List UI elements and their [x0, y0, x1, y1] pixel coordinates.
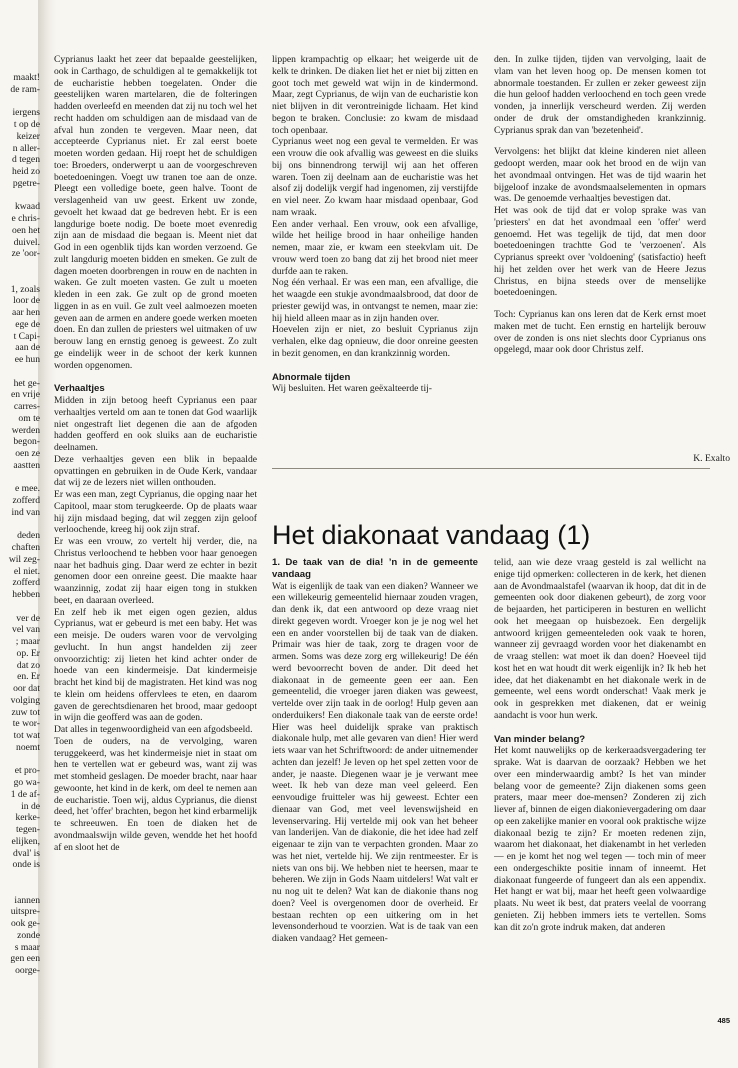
- previous-page-line: zofferd: [12, 495, 40, 506]
- previous-page-line: oorge-: [15, 965, 40, 976]
- paragraph: Het was ook de tijd dat er volop sprake was van 'priesters' en dat het avondmaal een 'offer' werd genoemd. Het was tegelijk de tijd, dat men door boetedoeningen trachtte God te 'verzoenen'. Als Cyprianus spreekt over 'voldoening' (satisfactio) heeft hij het zelden over het werk van de Heere Jezus Christus, en bijna steeds over de menselijke boetedoeningen.: [494, 205, 706, 299]
- page-number: 485: [717, 1016, 730, 1025]
- previous-page-line: zofferd: [12, 577, 40, 589]
- previous-page-line: maakt!: [13, 72, 40, 83]
- previous-page-line: dval' is: [12, 847, 40, 859]
- previous-page-line: heid zo: [12, 166, 40, 177]
- previous-page-line: oen het: [12, 224, 40, 236]
- paragraph: En zelf heb ik met eigen ogen gezien, aldus Cyprianus, wat er gebeurd is met een baby. Het was een meisje. De ouders waren voor de vervolging gevlucht. In hun angst handelden zij zeer onvoorzichtig: zij lieten het kind achter onder de hoede van een kindermeisje. Dat kindermeisje bracht het kind bij de magistraten. Het kind was nog te klein om heidens offervlees te eten, en daarom gaven de gerechtsdienaren het brood, maar gedoopt in wijn die geofferd was aan de goden.: [54, 606, 257, 724]
- previous-page-line: ege de: [15, 318, 40, 330]
- section-heading-van-minder-belang: Van minder belang?: [494, 733, 586, 745]
- previous-page-line: oor dat: [13, 683, 40, 694]
- previous-page-line: ee hun: [14, 354, 40, 365]
- previous-page-line: hebben: [12, 589, 40, 600]
- previous-page-line: en vrije: [10, 389, 40, 401]
- paragraph: lippen krampachtig op elkaar; het weigerde uit de kelk te drinken. De diaken liet het er niet bij zitten en goot toch met geweld wat wijn in de kindermond. Maar, zegt Cyprianus, de wijn van de eucharistie kon niet blijven in dit verontreinigde lichaam. Het kind begon te braken. Conclusie: zo kwam de misdaad toch openbaar.: [272, 54, 478, 136]
- previous-page-line: t Capi-: [13, 330, 40, 342]
- paragraph: den. In zulke tijden, tijden van vervolging, laait de vlam van het leven hoog op. De mensen komen tot abnormale toestanden. Er zullen er zeker geweest zijn die hun geloof hadden verloochend en toch geen vrede vonden, ja innerlijk verscheurd werden. Zij werden onder de druk der omstandigheden krankzinnig. Cyprianus sprak dan van 'bezetenheid'.: [494, 54, 706, 136]
- previous-page-line: werden: [11, 424, 40, 436]
- paragraph: Wij besluiten. Het waren geëxalteerde tij-: [272, 383, 432, 395]
- previous-page-line: ver de: [16, 612, 40, 624]
- paragraph: Deze verhaaltjes geven een blik in bepaalde opvattingen en gebruiken in de Oude Kerk, vandaar dat wij ze de lezers niet willen onthouden.: [54, 453, 257, 489]
- paragraph: Toch: Cyprianus kan ons leren dat de Kerk ernst moet maken met de tucht. Een ernstig en hartelijk berouw over de zonden is ons niet slechts door Cyprianus ons opgelegd, maar ook door Christus zelf.: [494, 309, 706, 356]
- previous-page-line: in de: [21, 800, 40, 812]
- article1-signature: K. Exalto: [693, 453, 730, 464]
- article2-col2-body: [494, 557, 706, 722]
- paragraph: Midden in zijn betoog heeft Cyprianus een paar verhaaltjes verteld om aan te tonen dat God waarlijk niet ongestraft liet degenen die aan de afgoden hadden geofferd en ook sluiks aan de eucharistie deelnamen.: [54, 395, 257, 453]
- previous-page-line: ind van: [11, 506, 40, 518]
- previous-page-line: te wor-: [12, 718, 40, 730]
- previous-page-line: e mee.: [14, 483, 40, 495]
- previous-page-line: [0, 519, 40, 531]
- article2-col1-body: [272, 581, 478, 945]
- previous-page-line: noemt: [16, 741, 40, 753]
- previous-page-line: chaften: [11, 542, 40, 553]
- previous-page-line: iannen: [14, 894, 40, 906]
- previous-page-line: gen een: [10, 953, 40, 965]
- previous-page-line: kerke-: [15, 812, 40, 824]
- previous-page-line: ze 'oor-: [11, 248, 40, 260]
- previous-page-line: pgetre-: [12, 177, 40, 189]
- article1-col3-body: [494, 54, 706, 356]
- paragraph-gap: [494, 299, 706, 309]
- previous-page-line: volging: [10, 694, 40, 706]
- article2-column-2: [494, 557, 706, 1012]
- article1-col1-paragraph: Cyprianus laakt het zeer dat bepaalde geestelijken, ook in Carthago, de schuldigen al te gemakkelijk tot de eucharistie hebben toegelaten. Onder die geestelijken waren martelaren, die de folteringen hadden overleefd en meenden dat zij nu toch wel het recht hadden om schuldigen aan de misdaad van de afval hun zonden te vergeven. Maar neen, dat accepteerde Cyprianus niet. Er zal eerst boete moeten worden gedaan. Hij roept het de schuldigen toe: Broeders, onderwerpt u aan de voorgeschreven boetedoeningen. Voegt uw tranen toe aan de onze. Pleegt een volledige boete, geen halve. Toont de verslagenheid van uw geest. Erkent uw zonde, gevoelt het kwaad dat ge bedreven hebt. Er is een langdurige boete nodig. De boete moet evenredig zijn aan de misdaad die begaan is. Meent niet dat God in een ogenblik tijds kan worden verzoend. Ge zult langdurig moeten bidden en smeken. Ge zult de dagen moeten doorbrengen in rouw en de nachten in waken. Ge zult moeten vasten. Ge zult u moeten kleden in een zak. Ge zult op de grond moeten liggen in as en vuil. Ge zult veel aalmoezen moeten geven aan de armen en andere goede werken moeten doen. En dan zullen de priesters wel uitmaken of uw berouw lang en ernstig genoeg is geweest. Zo zult ge eindelijk weer in de schoot der kerk kunnen worden opgenomen.: [54, 54, 257, 371]
- section-heading-abnormale-tijden: Abnormale tijden: [272, 371, 351, 383]
- previous-page-line: aan de: [15, 342, 40, 354]
- previous-page-line: [0, 601, 40, 613]
- previous-page-line: carres-: [13, 401, 40, 412]
- paragraph: Dat alles in tegenwoordigheid van een afgodsbeeld.: [54, 724, 253, 735]
- previous-page-line: wil zeg-: [8, 553, 40, 565]
- previous-page-line: et pro-: [14, 765, 40, 777]
- previous-page-line: [0, 272, 40, 284]
- previous-page-line: deden: [17, 530, 40, 542]
- previous-page-line: keizer: [16, 130, 40, 142]
- previous-page-line: tegen-: [16, 824, 40, 835]
- paragraph: Het komt nauwelijks op de kerkeraadsvergadering ter sprake. Wat is daarvan de oorzaak? Hebben we het over een minderwaardig ambt? Is het van minder belang voor de gemeente? Zijn diakenen soms geen praters, maar meer doe-mensen? Zonderen zij zich liever af, binnen de eigen diakonievergadering om daar op een zakelijke manier en vooral ook praktische wijze diakonaal bezig te zijn? Er moeten redenen zijn, waarom het diakonaat, het diakenambt in het verleden — en je komt het nog wel tegen — toch min of meer een ondergeschikte positie innam of inneemt. Het diakonaat fungeerde of fungeert dan als een appendix. Het hangt er wat bij, maar het heeft geen volwaardige plaats. Nu weet ik best, dat praters veelal de voorrang genieten. Zij hebben immers iets te vertellen. Soms kan dit zo'n grote indruk maken, dat anderen: [494, 745, 706, 933]
- previous-page-line: aastten: [13, 459, 40, 471]
- paragraph: telid, aan wie deze vraag gesteld is zal wellicht na enige tijd opmerken: collecteren in de kerk, het dienen aan de Avondmaalstafel (waarvan ik hoop, dat dit in de gemeenten ook door diakenen gebeurt), de zorg voor de bejaarden, het participeren in besturen en wellicht ook het meegaan op huisbezoek. Een dergelijk antwoord krijgen gemeenteleden ook vaak te horen, wanneer zij gevraagd worden voor het diakenambt en de vraag stellen: wat moet ik dan doen? Hoeveel tijd kost het en wat houdt dit werk eigenlijk in? Ik heb het idee, dat het diakenambt en het diakonale werk in de gemeente, wel eens wordt onderschat! Vaak merk je ook in gesprekken met diakenen, dat er weinig aandacht is voor hun werk.: [494, 557, 706, 721]
- previous-page-line: [0, 754, 40, 766]
- previous-page-line: [0, 190, 40, 202]
- previous-page-line: [0, 883, 40, 895]
- paragraph-gap: [494, 136, 706, 146]
- article-divider-rule: [272, 468, 710, 469]
- paragraph: Er was een vrouw, zo vertelt hij verder, die, na Christus verloochend te hebben voor haar genoegen naar het badhuis ging. Daar werd ze echter in bezit genomen door een onreine geest. Die maakte haar waanzinnig, zodat zij haar eigen tong in stukken beet, en daaraan overleed.: [54, 536, 257, 606]
- article2-column-1: [272, 557, 478, 1027]
- article2-col2-body-after: [494, 745, 706, 933]
- previous-page-line: het ge-: [13, 377, 40, 389]
- previous-page-line: onde is: [12, 859, 40, 871]
- previous-page-line: el niet.: [13, 565, 40, 577]
- article1-column-2: [272, 54, 478, 474]
- paragraph: Hoevelen zijn er niet, zo besluit Cyprianus zijn verhalen, elke dag opnieuw, die door onreine geesten in bezit genomen, en dan krankzinnig worden.: [272, 324, 478, 359]
- previous-page-line: ; maar: [15, 636, 40, 647]
- paragraph: Cyprianus weet nog een geval te vermelden. Er was een vrouw die ook afvallig was geweest en die sluiks bij ons binnendrong terwijl wij aan het offeren waren. Toen zij deelnam aan de eucharistie was het alsof zij dodelijk vergif had ingenomen, zij verstijfde en viel neer. Zo kwam haar misdaad openbaar, God nam wraak.: [272, 136, 478, 218]
- article1-col2-body-after: [272, 383, 478, 395]
- previous-page-line: kwaad: [14, 201, 40, 213]
- previous-page-line: en. Er: [17, 671, 40, 683]
- previous-page-line: oen ze: [15, 448, 40, 459]
- previous-page-line: go wa-: [13, 777, 40, 788]
- previous-page-line: iergens: [12, 107, 40, 119]
- previous-page-line: uitspre-: [10, 906, 40, 918]
- previous-page-line: n aller-: [12, 142, 40, 154]
- paragraph: Toen de ouders, na de vervolging, waren teruggekeerd, was het kindermeisje niet in staat om hen te vertellen wat er gebeurd was, want zij was met stomheid geslagen. De moeder bracht, naar haar gewoonte, het kind in de kerk, om deel te nemen aan de eucharistie. Toen wij, aldus Cyprianus, die dienst deed, het 'offer' brachten, begon het kind erbarmelijk te schreeuwen. En toen de diaken het de avondmaalswijn wilde geven, wendde het het hoofd af en sloot het de: [54, 735, 257, 853]
- previous-page-line: begon-: [13, 436, 40, 448]
- article1-col1-body: [54, 395, 257, 853]
- paragraph: Nog één verhaal. Er was een man, een afvallige, die het waagde een stukje avondmaalsbrood, dat door de priester gewijd was, in ontvangst te nemen, maar zie: hij hield alleen maar as in zijn handen over.: [272, 277, 478, 324]
- previous-page-line: ook ge-: [10, 918, 40, 929]
- previous-page-line: s maar: [14, 941, 40, 953]
- previous-page-line: om te: [18, 412, 40, 424]
- previous-page-line: [0, 366, 40, 378]
- previous-page-line: d tegen: [12, 154, 40, 166]
- paragraph: Er was een man, zegt Cyprianus, die opging naar het Capitool, maar stom terugkeerde. Op de plaats waar hij zijn misdaad beging, dat wil zeggen zijn geloof verloochende, kreeg hij ook zijn straf.: [54, 489, 257, 536]
- previous-page-line: [0, 96, 40, 108]
- previous-page-line: loor de: [13, 295, 40, 307]
- previous-page-line: dat zo: [16, 659, 40, 671]
- previous-page-line: aar hen: [12, 307, 40, 318]
- previous-page-line: 1 de af-: [10, 788, 40, 800]
- previous-page-line: 1, zoals: [10, 283, 40, 295]
- previous-page-column: [0, 72, 40, 1022]
- previous-page-line: elijken,: [11, 835, 40, 847]
- paragraph: Wat is eigenlijk de taak van een diaken? Wanneer we een willekeurig gemeentelid hiernaar zouden vragen, dan denk ik, dat een antwoord op deze vraag niet direkt gegeven wordt. Vroeger kon je je nog wel het een en ander voorstellen bij de taak van de diaken. Primair was hier de taak, zorg te dragen voor de armen. Soms was deze zorg erg willekeurig! De één werd bevoorrecht boven de ander. Dit deed het diakonaat in de gemeente geen eer aan. Een gemeentelid, die vroeger jaren diaken was geweest, vertelde over zijn taak in de oorlog! Hulp geven aan onderduikers! Een diakonale taak van de eerste orde! Hier was heel duidelijk sprake van praktisch diakonale hulp, met alle gevaren van dien! Hier werd iets waar van het Schriftwoord: de ander uitnemender achten dan jezelf! Je leven op het spel zetten voor de ander, je naaste. Diegenen waar je je verwant mee weet. Ik heb van deze man veel geleerd. Een eenvoudige fruitteler was hij geweest. Echter een dienaar van God, met veel levenswijsheid en levenservaring. Hij vertelde mij ook van het beheer van landerijen. Van de diakonie, die het idee had zelf eigenaar te zijn van te verpachten gronden. Maar zo was het niet, vertelde hij. We zijn rentmeester. Er is niets van ons bij. We hebben niet te heersen, maar te beheren. We zijn in Gods Naam uitdelers! Wat valt er nu nog uit te delen? Wat kan de diakonie thans nog doen? Veel is overgenomen door de overheid. Er bestaan rechten op een uitkering om in het levensonderhoud te voorzien. Wat is de taak van een diaken vandaag? Het gemeen-: [272, 580, 478, 944]
- previous-page-line: [0, 871, 40, 883]
- previous-page-line: tot wat: [13, 730, 40, 741]
- article1-column-1: [54, 54, 257, 1026]
- previous-page-line: op. Er: [16, 647, 40, 659]
- paragraph: Een ander verhaal. Een vrouw, ook een afvallige, wilde het heilige brood in haar onheilige handen nemen, maar zie, er kwam een steekvlam uit. De vrouw werd toen zo bang dat zij het brood niet meer durfde aan te raken.: [272, 218, 478, 277]
- article1-col2-body: [272, 54, 478, 360]
- paragraph: Vervolgens: het blijkt dat kleine kinderen niet alleen gedoopt werden, maar ook het brood en de wijn van het avondmaal ontvingen. Het was de tijd waarin het bijgeloof inzake de avondsmaalselementen in opmars was. De genoemde verhaaltjes bevestigen dat.: [494, 146, 706, 205]
- article2-subheading: 1. De taak van de dia! ’n in de gemeente vandaag: [272, 557, 478, 580]
- previous-page-line: zuw tot: [11, 706, 40, 718]
- previous-page-line: e chris-: [11, 213, 40, 224]
- previous-page-line: vel van: [12, 624, 40, 636]
- article2-headline: Het diakonaat vandaag (1): [272, 520, 591, 550]
- previous-page-line: duivel.: [13, 236, 40, 248]
- previous-page-line: de ram-: [10, 83, 40, 95]
- article1-column-3: [494, 54, 706, 454]
- previous-page-line: [0, 472, 40, 484]
- previous-page-line: [0, 260, 40, 272]
- previous-page-line: zonde: [17, 929, 40, 941]
- previous-page-line: t op de: [13, 119, 40, 130]
- section-heading-verhaaltjes: Verhaaltjes: [54, 383, 105, 395]
